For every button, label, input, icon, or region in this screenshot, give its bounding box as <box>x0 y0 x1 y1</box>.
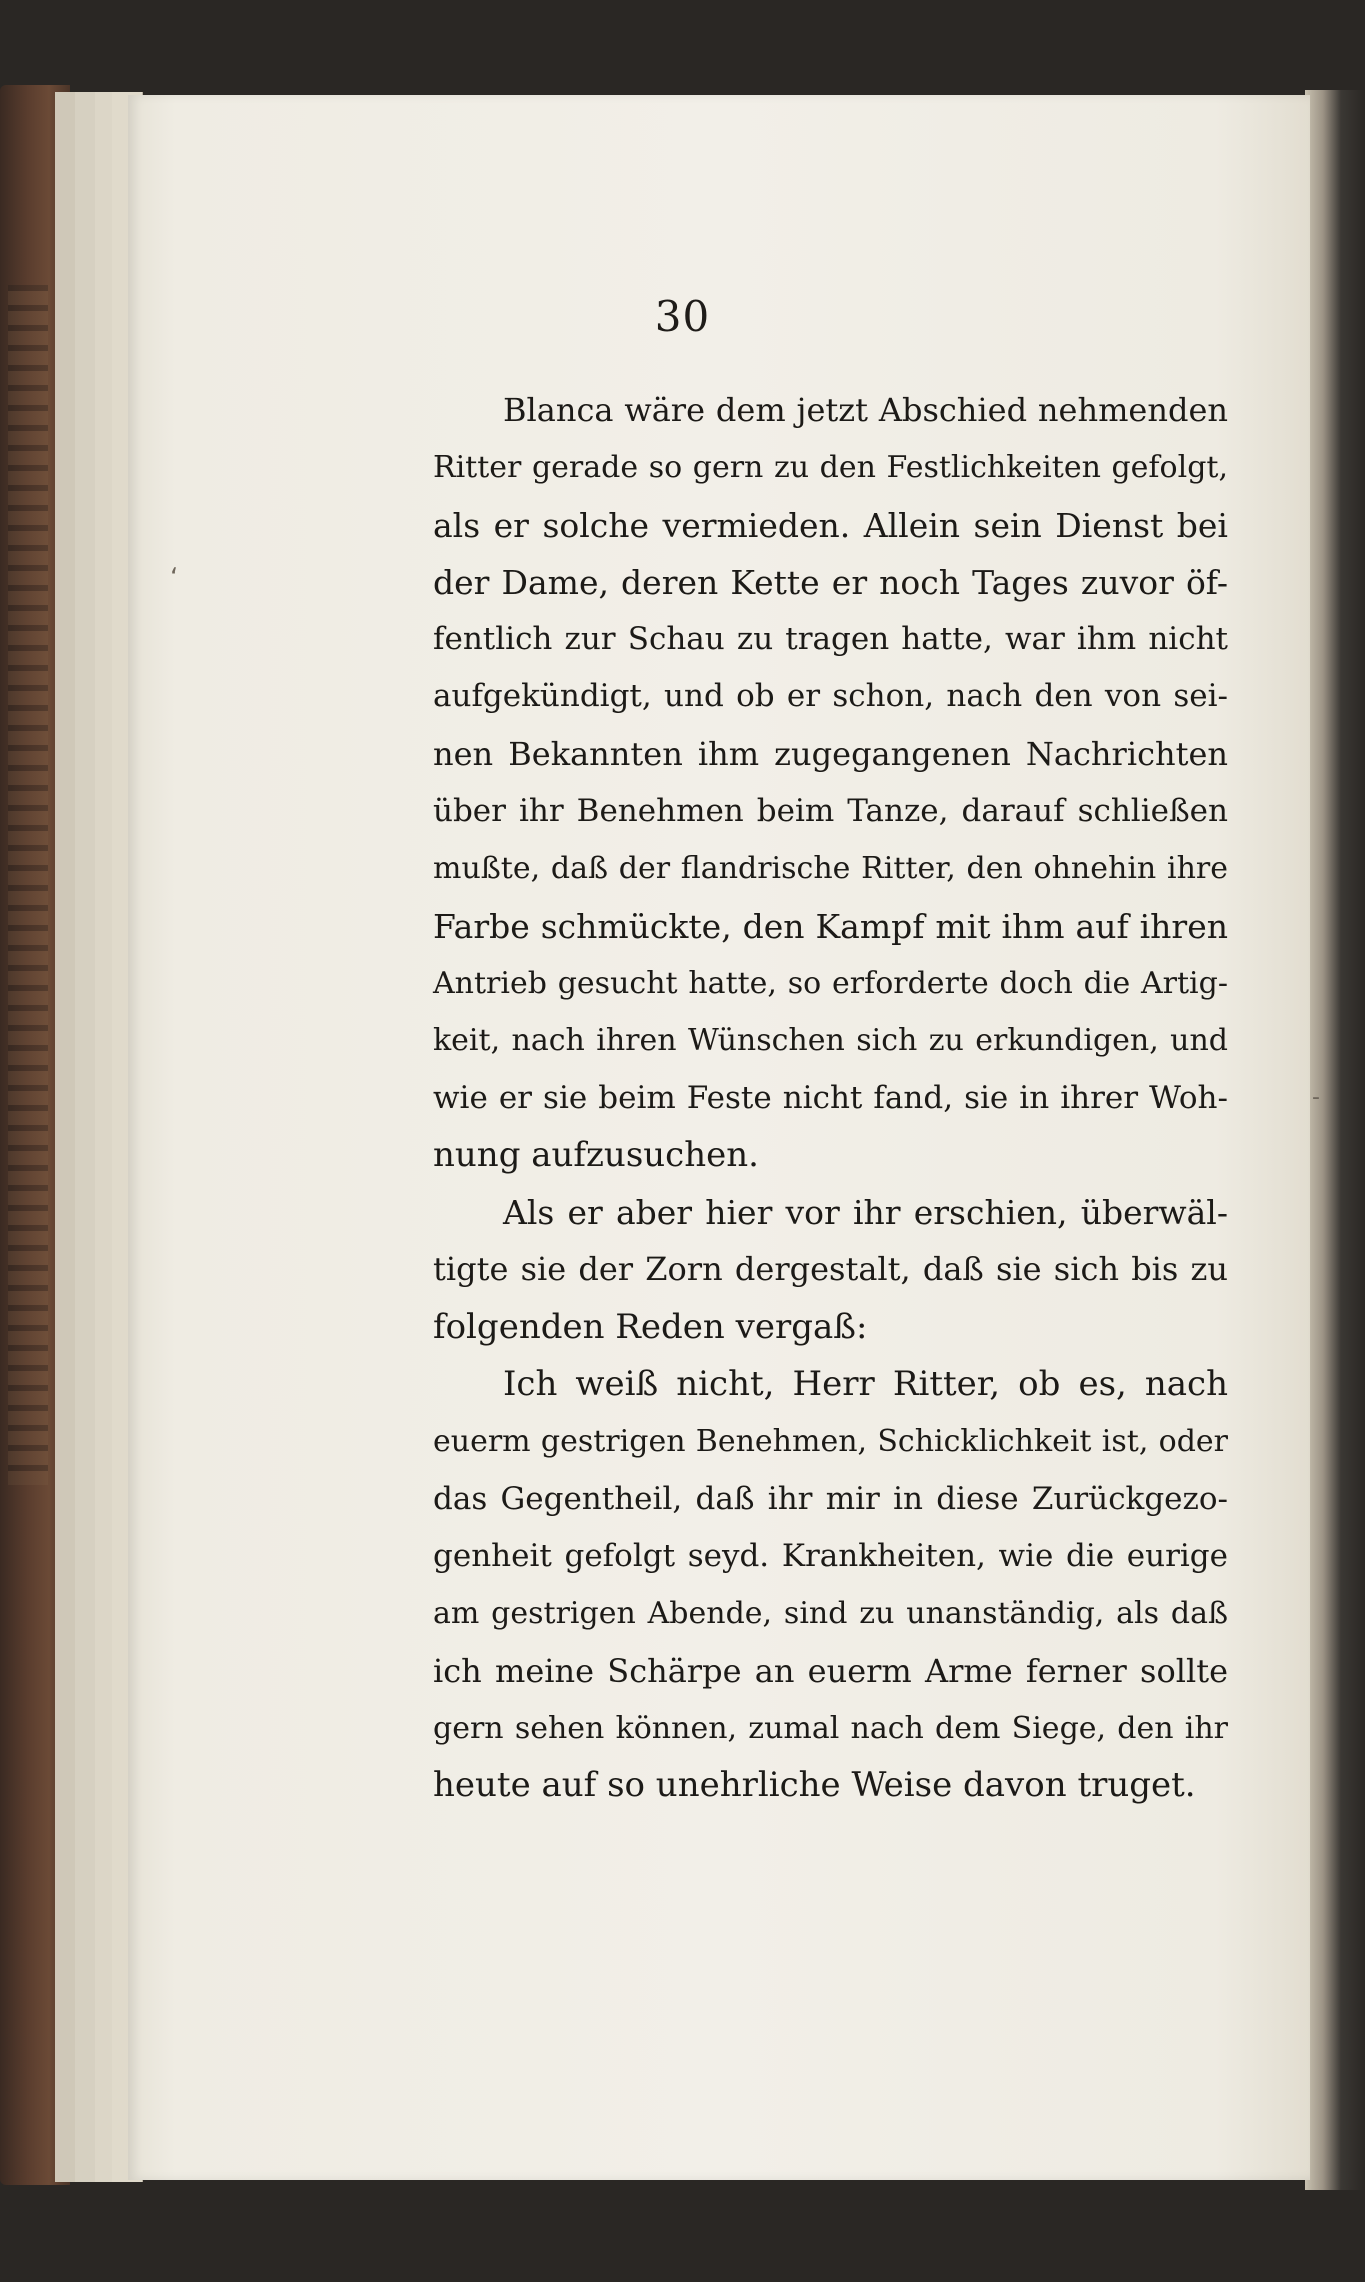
margin-mark: - <box>1312 1085 1320 1110</box>
margin-mark: ʻ <box>170 563 179 593</box>
text-line: mußte, daß der flandrische Ritter, den ohnehin ihre <box>433 851 1228 887</box>
text-line: über ihr Benehmen beim Tanze, darauf schließen <box>433 793 1228 830</box>
text-line: aufgekündigt, und ob er schon, nach den von sei- <box>433 678 1228 715</box>
text-line: fentlich zur Schau zu tragen hatte, war ihm nicht <box>433 621 1228 658</box>
text-line: genheit gefolgt seyd. Krankheiten, wie die eurige <box>433 1537 1228 1574</box>
page-number: 30 <box>654 292 711 341</box>
text-line: gern sehen können, zumal nach dem Siege, den ihr <box>433 1710 1228 1746</box>
text-line: Ich weiß nicht, Herr Ritter, ob es, nach <box>503 1364 1228 1405</box>
text-line: euerm gestrigen Benehmen, Schicklichkeit ist, oder <box>433 1424 1228 1460</box>
text-line: ich meine Schärpe an euerm Arme ferner sollte <box>433 1651 1228 1690</box>
text-line: Als er aber hier vor ihr erschien, überwäl- <box>503 1193 1228 1233</box>
text-line: Farbe schmückte, den Kampf mit ihm auf ihren <box>433 906 1228 946</box>
body-text <box>433 382 1228 1814</box>
text-line: Blanca wäre dem jetzt Abschied nehmenden <box>503 391 1228 429</box>
text-line: nung aufzusuchen. <box>433 1134 759 1175</box>
text-line: nen Bekannten ihm zugegangenen Nachrichten <box>433 734 1228 773</box>
text-line: wie er sie beim Feste nicht fand, sie in ihrer Woh- <box>433 1079 1228 1116</box>
text-line: am gestrigen Abende, sind zu unanständig, als daß <box>433 1596 1228 1632</box>
right-book-edge <box>1305 90 1365 2190</box>
text-line: heute auf so unehrliche Weise davon truget. <box>433 1765 1196 1806</box>
text-line: als er solche vermieden. Allein sein Dienst bei <box>433 505 1228 545</box>
text-line: Ritter gerade so gern zu den Festlichkeiten gefolgt, <box>433 450 1228 486</box>
text-line: das Gegentheil, daß ihr mir in diese Zurückgezo- <box>433 1480 1228 1517</box>
text-line: keit, nach ihren Wünschen sich zu erkundigen, und <box>433 1023 1228 1059</box>
text-line: folgenden Reden vergaß: <box>433 1306 868 1347</box>
text-line: Antrieb gesucht hatte, so erforderte doch die Artig- <box>433 965 1228 1001</box>
text-line: der Dame, deren Kette er noch Tages zuvor öf- <box>433 562 1228 602</box>
text-line: tigte sie der Zorn dergestalt, daß sie sich bis zu <box>433 1250 1228 1289</box>
